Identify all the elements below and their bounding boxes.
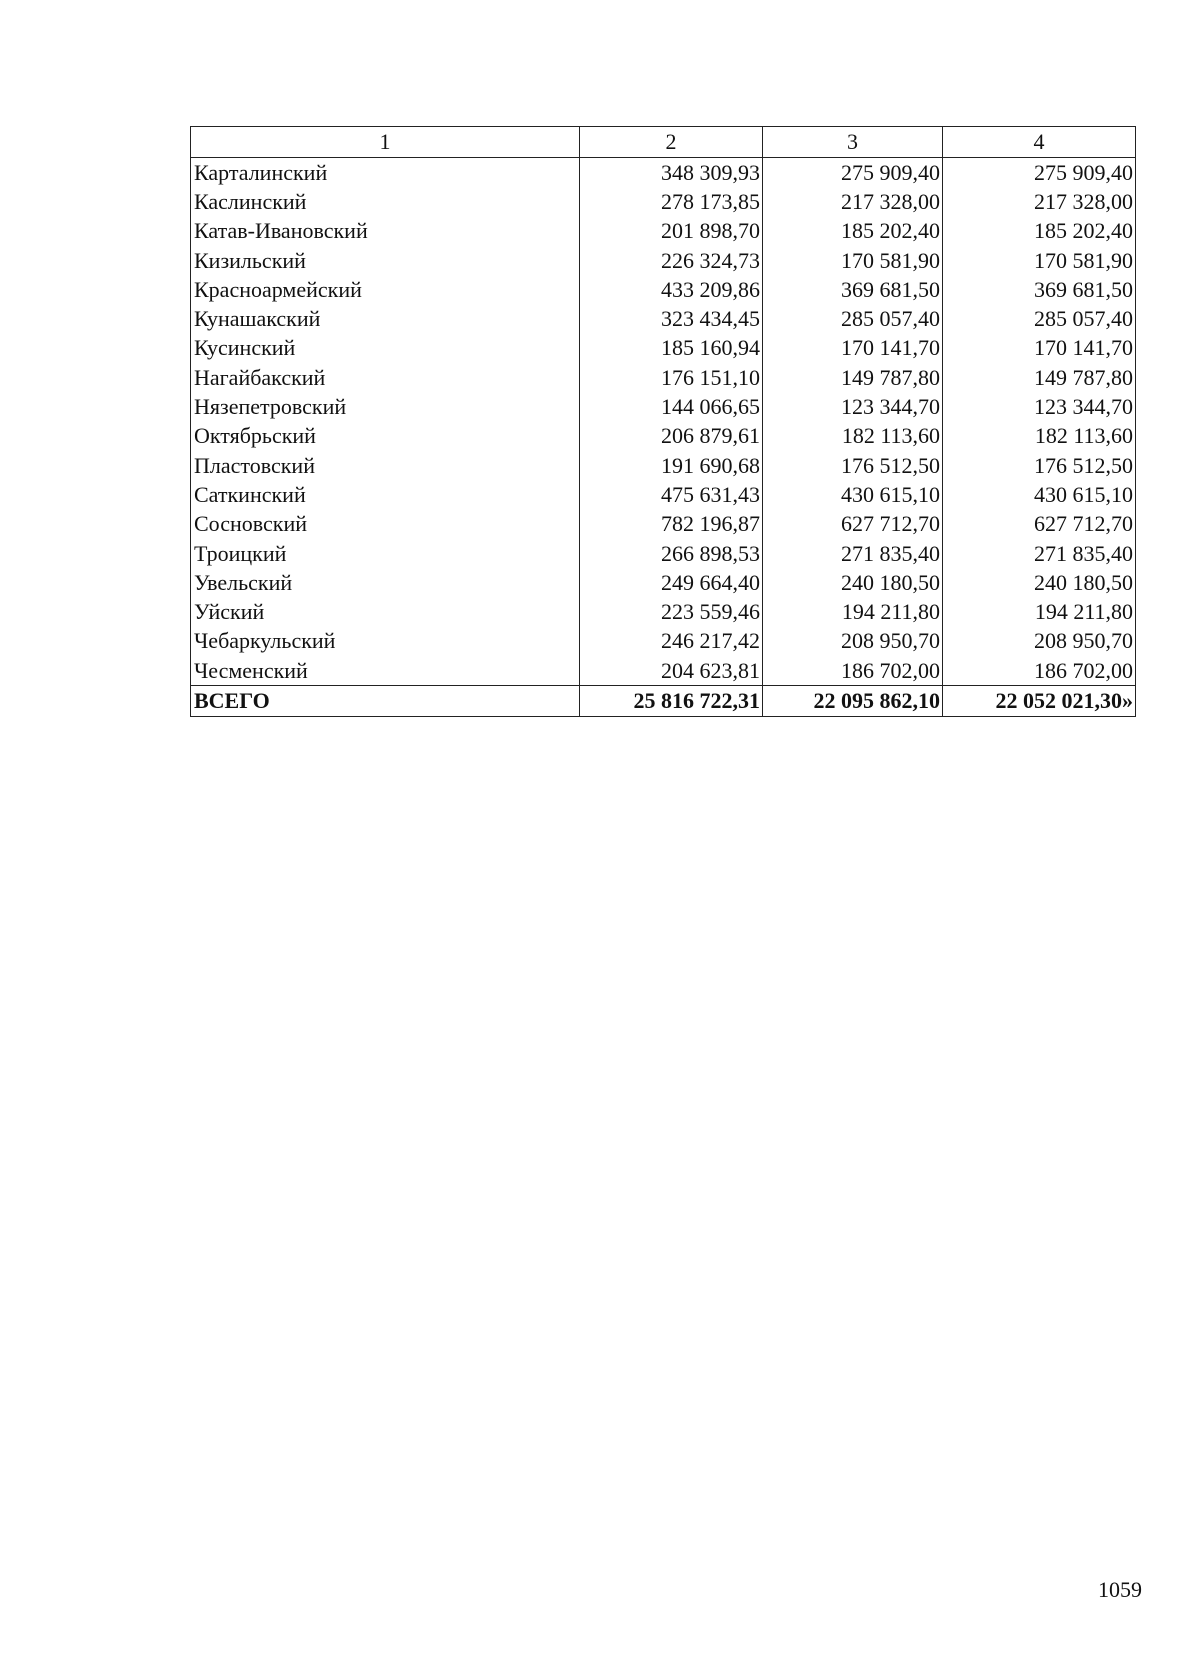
amount-cell-col4: 194 211,80 [943,597,1136,626]
table-row [191,451,1136,480]
amount-cell-col4: 627 712,70 [943,510,1136,539]
column-header-2: 2 [580,127,763,158]
amount-cell-col4: 275 909,40 [943,158,1136,188]
total-amount-cell-col4: 22 052 021,30» [943,686,1136,716]
district-name-cell: Катав-Ивановский [191,217,580,246]
table-row [191,217,1136,246]
table-row [191,480,1136,509]
table-row [191,246,1136,275]
amount-cell-col4: 170 141,70 [943,334,1136,363]
amount-cell-col3: 285 057,40 [763,304,943,333]
amount-cell-col3: 240 180,50 [763,568,943,597]
district-name-cell: Уйский [191,597,580,626]
table-row [191,422,1136,451]
amount-cell-col4: 149 787,80 [943,363,1136,392]
amount-cell-col4: 369 681,50 [943,275,1136,304]
amount-cell-col2: 433 209,86 [580,275,763,304]
district-name-cell: Чебаркульский [191,627,580,656]
table-row [191,539,1136,568]
amount-cell-col3: 271 835,40 [763,539,943,568]
amount-cell-col3: 170 141,70 [763,334,943,363]
table-row [191,656,1136,686]
amount-cell-col2: 782 196,87 [580,510,763,539]
amount-cell-col4: 185 202,40 [943,217,1136,246]
amount-cell-col3: 627 712,70 [763,510,943,539]
amount-cell-col2: 266 898,53 [580,539,763,568]
table-row [191,158,1136,188]
district-name-cell: Сосновский [191,510,580,539]
amount-cell-col2: 176 151,10 [580,363,763,392]
table-row [191,275,1136,304]
total-label-cell: ВСЕГО [191,686,580,716]
amount-cell-col4: 208 950,70 [943,627,1136,656]
amount-cell-col2: 185 160,94 [580,334,763,363]
table-row [191,597,1136,626]
amount-cell-col2: 249 664,40 [580,568,763,597]
amount-cell-col3: 123 344,70 [763,392,943,421]
column-header-4: 4 [943,127,1136,158]
total-amount-cell-col3: 22 095 862,10 [763,686,943,716]
amount-cell-col2: 278 173,85 [580,187,763,216]
table-row [191,510,1136,539]
amount-cell-col4: 176 512,50 [943,451,1136,480]
amount-cell-col3: 185 202,40 [763,217,943,246]
district-name-cell: Карталинский [191,158,580,188]
amount-cell-col2: 226 324,73 [580,246,763,275]
column-header-1: 1 [191,127,580,158]
amount-cell-col4: 186 702,00 [943,656,1136,686]
column-header-3: 3 [763,127,943,158]
table-row [191,392,1136,421]
amount-cell-col4: 271 835,40 [943,539,1136,568]
district-name-cell: Чесменский [191,656,580,686]
amount-cell-col2: 348 309,93 [580,158,763,188]
amount-cell-col4: 285 057,40 [943,304,1136,333]
amount-cell-col4: 430 615,10 [943,480,1136,509]
district-name-cell: Пластовский [191,451,580,480]
amount-cell-col2: 223 559,46 [580,597,763,626]
district-name-cell: Красноармейский [191,275,580,304]
page-number: 1059 [1098,1577,1142,1602]
total-row [191,686,1136,716]
amount-cell-col2: 201 898,70 [580,217,763,246]
table-row [191,363,1136,392]
amount-cell-col3: 176 512,50 [763,451,943,480]
district-name-cell: Октябрьский [191,422,580,451]
table-body [191,158,1136,717]
amount-cell-col4: 240 180,50 [943,568,1136,597]
table-row [191,568,1136,597]
amount-cell-col2: 206 879,61 [580,422,763,451]
district-name-cell: Нагайбакский [191,363,580,392]
amount-cell-col4: 170 581,90 [943,246,1136,275]
header-row [191,127,1136,158]
amount-cell-col2: 246 217,42 [580,627,763,656]
amount-cell-col3: 217 328,00 [763,187,943,216]
amount-cell-col2: 144 066,65 [580,392,763,421]
amount-cell-col3: 208 950,70 [763,627,943,656]
table-row [191,627,1136,656]
district-name-cell: Увельский [191,568,580,597]
amount-cell-col4: 182 113,60 [943,422,1136,451]
amount-cell-col2: 475 631,43 [580,480,763,509]
amount-cell-col4: 217 328,00 [943,187,1136,216]
amount-cell-col2: 191 690,68 [580,451,763,480]
district-name-cell: Саткинский [191,480,580,509]
amount-cell-col3: 369 681,50 [763,275,943,304]
amount-cell-col3: 182 113,60 [763,422,943,451]
district-name-cell: Нязепетровский [191,392,580,421]
district-name-cell: Троицкий [191,539,580,568]
amount-cell-col3: 430 615,10 [763,480,943,509]
total-amount-cell-col2: 25 816 722,31 [580,686,763,716]
amount-cell-col3: 170 581,90 [763,246,943,275]
amount-cell-col3: 149 787,80 [763,363,943,392]
table-row [191,187,1136,216]
amount-cell-col3: 194 211,80 [763,597,943,626]
district-name-cell: Кунашакский [191,304,580,333]
district-name-cell: Кусинский [191,334,580,363]
district-name-cell: Кизильский [191,246,580,275]
amount-cell-col3: 186 702,00 [763,656,943,686]
amount-cell-col4: 123 344,70 [943,392,1136,421]
amount-cell-col2: 204 623,81 [580,656,763,686]
table-row [191,334,1136,363]
amount-cell-col3: 275 909,40 [763,158,943,188]
amount-cell-col2: 323 434,45 [580,304,763,333]
table-row [191,304,1136,333]
budget-table [190,126,1136,717]
district-name-cell: Каслинский [191,187,580,216]
